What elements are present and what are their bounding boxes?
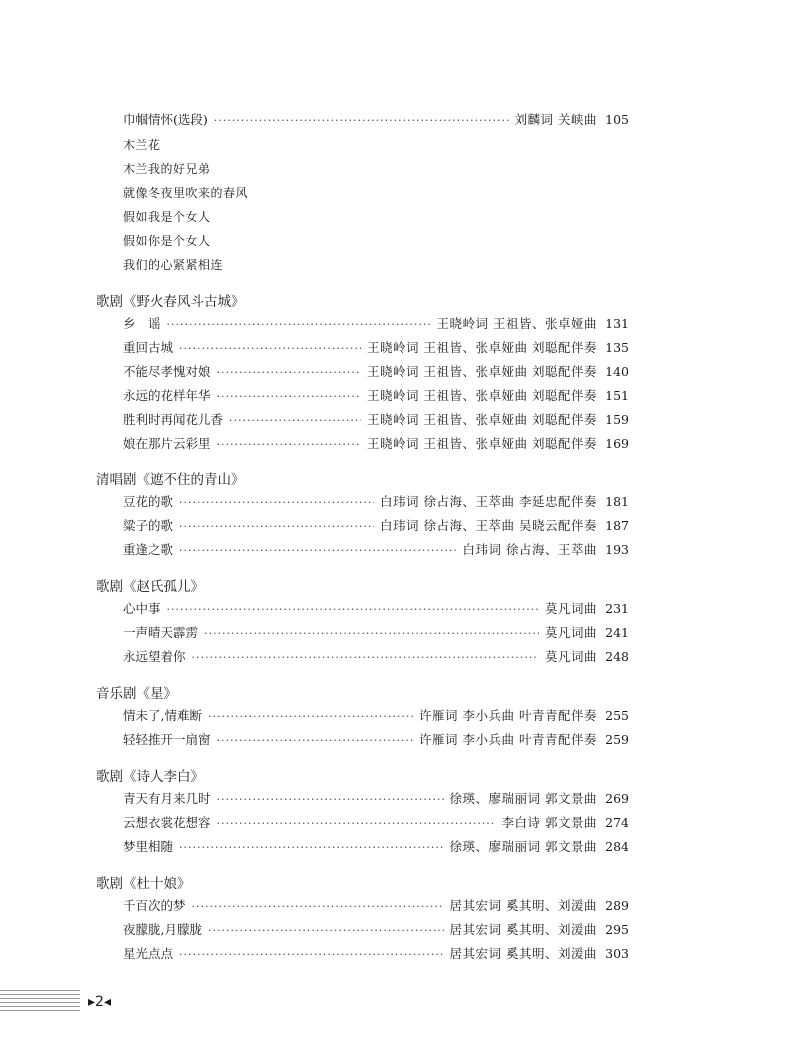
- toc-entry: [123, 540, 629, 560]
- entry-credits: 王晓岭词 王祖皆、张卓娅曲 刘聪配伴奏: [367, 436, 597, 451]
- toc-entry: [123, 314, 629, 334]
- entry-page: 289: [605, 898, 629, 913]
- section-heading: 歌剧《诗人李白》: [96, 769, 204, 785]
- page-number: [88, 994, 111, 1010]
- sub-item: 假如我是个女人: [123, 210, 211, 224]
- entry-title: 不能尽孝愧对娘: [123, 364, 211, 379]
- entry-title: 梦里相随: [123, 839, 174, 854]
- entry-page: 269: [605, 791, 629, 806]
- leader-dots: [179, 342, 361, 355]
- entry-title: 胜利时再闻花儿香: [123, 412, 224, 427]
- entry-credits: 居其宏词 奚其明、刘湲曲: [449, 898, 597, 913]
- entry-credits: 莫凡词曲: [544, 601, 597, 616]
- entry-title: 重逢之歌: [123, 542, 174, 557]
- toc-entry: [123, 110, 629, 130]
- leader-dots: [192, 900, 444, 913]
- leader-dots: [214, 114, 509, 127]
- entry-page: 274: [605, 815, 629, 830]
- toc-entry: [123, 623, 629, 643]
- toc-entry: [123, 338, 629, 358]
- arrow-right-icon: ▸: [88, 994, 96, 1010]
- entry-page: 255: [605, 708, 629, 723]
- entry-title: 一声晴天霹雳: [123, 625, 199, 640]
- leader-dots: [208, 710, 413, 723]
- toc-entry: [123, 730, 629, 750]
- leader-dots: [217, 366, 362, 379]
- page-number-text: 2: [95, 994, 104, 1010]
- entry-title: 乡 谣: [123, 316, 161, 331]
- toc-entry: [123, 706, 629, 726]
- entry-credits: 白玮词 徐占海、王萃曲 吴晓云配伴奏: [380, 518, 597, 533]
- toc-entry: [123, 789, 629, 809]
- leader-dots: [179, 948, 444, 961]
- entry-page: 131: [605, 316, 629, 331]
- entry-title: 永远的花样年华: [123, 388, 211, 403]
- leader-dots: [217, 438, 362, 451]
- leader-dots: [179, 496, 374, 509]
- entry-credits: 徐瑛、廖瑞丽词 郭文景曲: [449, 791, 597, 806]
- entry-title: 永远望着你: [123, 649, 186, 664]
- entry-credits: 徐瑛、廖瑞丽词 郭文景曲: [449, 839, 597, 854]
- sub-item: 木兰我的好兄弟: [123, 162, 211, 176]
- sub-item: 木兰花: [123, 138, 161, 152]
- entry-credits: 白玮词 徐占海、王萃曲: [462, 542, 597, 557]
- leader-dots: [167, 318, 431, 331]
- entry-page: 169: [605, 436, 629, 451]
- entry-credits: 王晓岭词 王祖皆、张卓娅曲 刘聪配伴奏: [367, 412, 597, 427]
- section-heading: 歌剧《杜十娘》: [96, 876, 191, 892]
- entry-page: 105: [605, 112, 629, 127]
- entry-credits: 莫凡词曲: [544, 625, 597, 640]
- toc-entry: [123, 386, 629, 406]
- entry-page: 181: [605, 494, 629, 509]
- entry-page: 151: [605, 388, 629, 403]
- leader-dots: [217, 793, 444, 806]
- toc-entry: [123, 944, 629, 964]
- leader-dots: [208, 924, 444, 937]
- toc-entry: [123, 920, 629, 940]
- entry-title: 重回古城: [123, 340, 174, 355]
- entry-page: 140: [605, 364, 629, 379]
- entry-title: 豆花的歌: [123, 494, 174, 509]
- leader-dots: [217, 734, 414, 747]
- toc-entry: [123, 410, 629, 430]
- leader-dots: [217, 817, 496, 830]
- entry-title: 星光点点: [123, 946, 174, 961]
- leader-dots: [192, 651, 539, 664]
- toc-entry: [123, 813, 629, 833]
- entry-title: 粱子的歌: [123, 518, 174, 533]
- leader-dots: [179, 544, 457, 557]
- section-heading: 歌剧《野火春风斗古城》: [96, 294, 245, 310]
- entry-credits: 王晓岭词 王祖皆、张卓娅曲 刘聪配伴奏: [367, 364, 597, 379]
- section-heading: 音乐剧《星》: [96, 686, 177, 702]
- leader-dots: [179, 520, 374, 533]
- arrow-left-icon: ◂: [103, 994, 111, 1010]
- entry-page: 295: [605, 922, 629, 937]
- entry-title: 心中事: [123, 601, 161, 616]
- entry-title: 夜朦胧,月朦胧: [123, 922, 202, 937]
- entry-page: 303: [605, 946, 629, 961]
- leader-dots: [229, 414, 361, 427]
- entry-credits: 居其宏词 奚其明、刘湲曲: [449, 922, 597, 937]
- leader-dots: [204, 627, 539, 640]
- entry-title: 千百次的梦: [123, 898, 186, 913]
- sub-item: 我们的心紧紧相连: [123, 258, 224, 272]
- entry-page: 284: [605, 839, 629, 854]
- toc-entry: [123, 896, 629, 916]
- footer-rules: [0, 990, 80, 1014]
- leader-dots: [217, 390, 362, 403]
- entry-page: 187: [605, 518, 629, 533]
- entry-title: 巾帼情怀(选段): [123, 112, 208, 127]
- entry-title: 娘在那片云彩里: [123, 436, 211, 451]
- section-heading: 清唱剧《遮不住的青山》: [96, 472, 245, 488]
- entry-page: 193: [605, 542, 629, 557]
- toc-entry: [123, 837, 629, 857]
- sub-item: 就像冬夜里吹来的春风: [123, 186, 249, 200]
- toc-entry: [123, 647, 629, 667]
- entry-credits: 刘麟词 关峡曲: [514, 112, 597, 127]
- entry-credits: 许雁词 李小兵曲 叶青青配伴奏: [419, 708, 597, 723]
- entry-page: 159: [605, 412, 629, 427]
- entry-credits: 李白诗 郭文景曲: [501, 815, 597, 830]
- entry-credits: 莫凡词曲: [544, 649, 597, 664]
- leader-dots: [179, 841, 444, 854]
- entry-credits: 居其宏词 奚其明、刘湲曲: [449, 946, 597, 961]
- entry-page: 248: [605, 649, 629, 664]
- entry-title: 青天有月来几时: [123, 791, 211, 806]
- entry-credits: 王晓岭词 王祖皆、张卓娅曲 刘聪配伴奏: [367, 340, 597, 355]
- toc-entry: [123, 516, 629, 536]
- toc-entry: [123, 434, 629, 454]
- entry-page: 241: [605, 625, 629, 640]
- toc-entry: [123, 599, 629, 619]
- entry-title: 情未了,情难断: [123, 708, 202, 723]
- toc-entry: [123, 492, 629, 512]
- section-heading: 歌剧《赵氏孤儿》: [96, 579, 204, 595]
- entry-credits: 白玮词 徐占海、王萃曲 李延忠配伴奏: [380, 494, 597, 509]
- entry-title: 轻轻推开一扇窗: [123, 732, 211, 747]
- entry-page: 259: [605, 732, 629, 747]
- entry-credits: 许雁词 李小兵曲 叶青青配伴奏: [419, 732, 597, 747]
- entry-title: 云想衣裳花想容: [123, 815, 211, 830]
- entry-page: 231: [605, 601, 629, 616]
- entry-credits: 王晓岭词 王祖皆、张卓娅曲: [436, 316, 597, 331]
- entry-credits: 王晓岭词 王祖皆、张卓娅曲 刘聪配伴奏: [367, 388, 597, 403]
- toc-entry: [123, 362, 629, 382]
- leader-dots: [167, 603, 539, 616]
- sub-item: 假如你是个女人: [123, 234, 211, 248]
- entry-page: 135: [605, 340, 629, 355]
